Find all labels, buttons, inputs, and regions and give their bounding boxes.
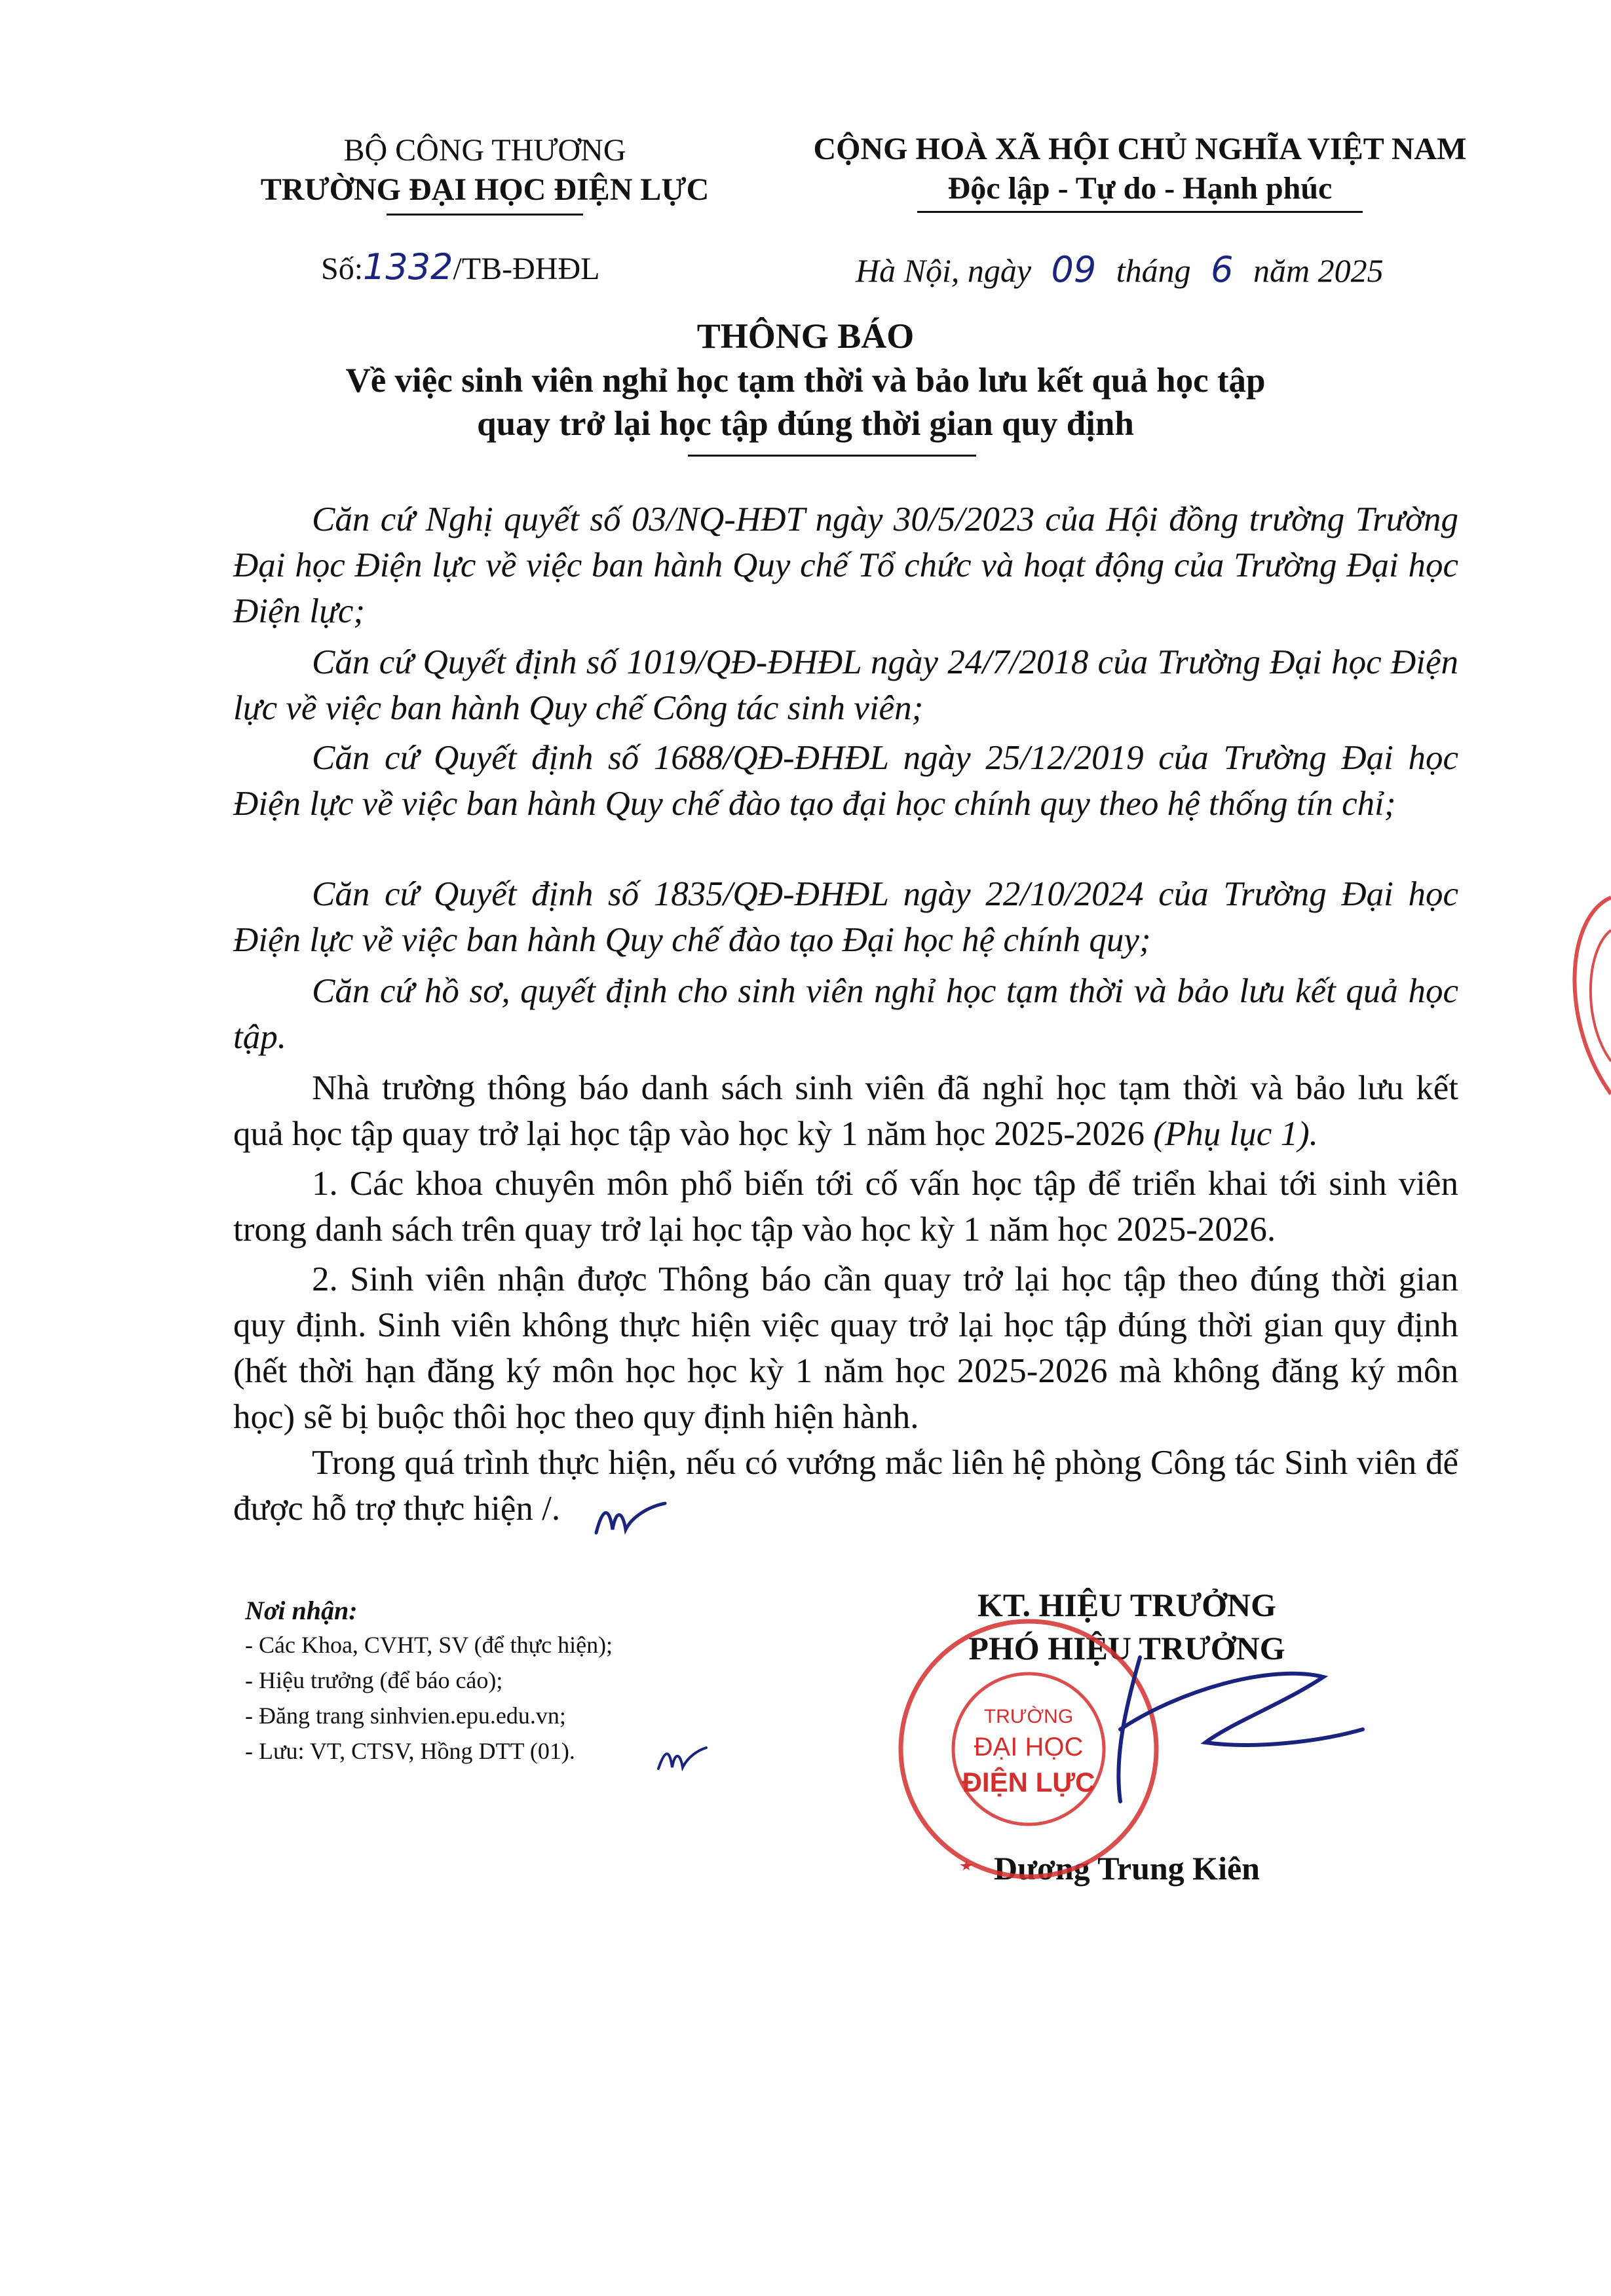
- signature-title-2: PHÓ HIỆU TRƯỞNG: [968, 1630, 1285, 1666]
- notice-closing: Trong quá trình thực hiện, nếu có vướng mắc liên hệ phòng Công tác Sinh viên để được hỗ trợ thực hiện /.: [233, 1444, 1458, 1528]
- handwritten-number: 1332: [363, 246, 453, 288]
- notice-item-1: 1. Các khoa chuyên môn phổ biến tới cố vấn học tập để triển khai tới sinh viên trong danh sách trên quay trở lại học tập vào học kỳ 1 năm học 2025-2026.: [233, 1165, 1458, 1249]
- handwritten-month: 6: [1211, 249, 1234, 290]
- signer-name: Dương Trung Kiên: [994, 1850, 1260, 1887]
- title-underline: [688, 455, 976, 457]
- recipient-item: - Lưu: VT, CTSV, Hồng DTT (01).: [245, 1738, 575, 1764]
- motto-underline: [917, 211, 1363, 213]
- stamp-line-3: ĐIỆN LỰC: [962, 1767, 1095, 1797]
- handwritten-day: 09: [1051, 249, 1097, 290]
- legal-basis-1: Căn cứ Nghị quyết số 03/NQ-HĐT ngày 30/5/2023 của Hội đồng trường Trường Đại học Điện lực về việc ban hành Quy chế Tổ chức và hoạt động của Trường Đại học Điện lực;: [233, 500, 1458, 630]
- partial-stamp-edge-icon: [1553, 891, 1611, 1101]
- signature-title-1: KT. HIỆU TRƯỞNG: [977, 1587, 1277, 1623]
- recipient-item: - Đăng trang sinhvien.epu.edu.vn;: [245, 1703, 566, 1729]
- notice-intro: Nhà trường thông báo danh sách sinh viên đã nghỉ học tạm thời và bảo lưu kết quả học tập quay trở lại học tập vào học kỳ 1 năm học 2025-2026 (Phụ lục 1).: [233, 1069, 1458, 1153]
- appendix-reference: (Phụ lục 1).: [1153, 1115, 1318, 1153]
- issue-date: Hà Nội, ngày 09 tháng 6 năm 2025: [856, 249, 1384, 290]
- document-subtitle-line2: quay trở lại học tập đúng thời gian quy định: [477, 405, 1134, 443]
- recipient-item: - Các Khoa, CVHT, SV (để thực hiện);: [245, 1632, 613, 1658]
- stamp-line-1: TRƯỜNG: [983, 1706, 1074, 1727]
- notice-item-2: 2. Sinh viên nhận được Thông báo cần quay trở lại học tập theo đúng thời gian quy định. Sinh viên không thực hiện việc quay trở lại học tập đúng thời gian quy định (hết thời hạn đăng ký môn học học kỳ 1 năm học 2025-2026 mà không đăng ký môn học) sẽ bị buộc thôi học theo quy định hiện hành.: [233, 1260, 1458, 1436]
- ministry-name: BỘ CÔNG THƯƠNG: [343, 133, 626, 168]
- school-name: TRƯỜNG ĐẠI HỌC ĐIỆN LỰC: [260, 172, 710, 207]
- recipients-heading: Nơi nhận:: [245, 1596, 358, 1625]
- nation-title: CỘNG HOÀ XÃ HỘI CHỦ NGHĨA VIỆT NAM: [813, 132, 1467, 166]
- initial-mark-icon: [590, 1500, 668, 1539]
- document-subtitle-line1: Về việc sinh viên nghỉ học tạm thời và bảo lưu kết quả học tập: [345, 362, 1266, 400]
- legal-basis-5: Căn cứ hồ sơ, quyết định cho sinh viên nghỉ học tạm thời và bảo lưu kết quả học tập.: [233, 972, 1458, 1056]
- recipient-item: - Hiệu trưởng (để báo cáo);: [245, 1667, 503, 1693]
- initial-mark-icon: [655, 1742, 708, 1775]
- legal-basis-2: Căn cứ Quyết định số 1019/QĐ-ĐHĐL ngày 24/7/2018 của Trường Đại học Điện lực về việc ban hành Quy chế Công tác sinh viên;: [233, 643, 1458, 727]
- document-number: Số:1332/TB-ĐHĐL: [321, 246, 600, 288]
- school-underline: [387, 214, 583, 216]
- legal-basis-4: Căn cứ Quyết định số 1835/QĐ-ĐHĐL ngày 22/10/2024 của Trường Đại học Điện lực về việc ban hành Quy chế đào tạo Đại học hệ chính quy;: [233, 875, 1458, 959]
- legal-basis-3: Căn cứ Quyết định số 1688/QĐ-ĐHĐL ngày 25/12/2019 của Trường Đại học Điện lực về việc ban hành Quy chế đào tạo đại học chính quy theo hệ thống tín chỉ;: [233, 739, 1458, 823]
- document-title: THÔNG BÁO: [696, 316, 915, 356]
- national-motto: Độc lập - Tự do - Hạnh phúc: [947, 171, 1333, 206]
- stamp-line-2: ĐẠI HỌC: [974, 1733, 1084, 1761]
- handwritten-signature-icon: [1101, 1651, 1376, 1821]
